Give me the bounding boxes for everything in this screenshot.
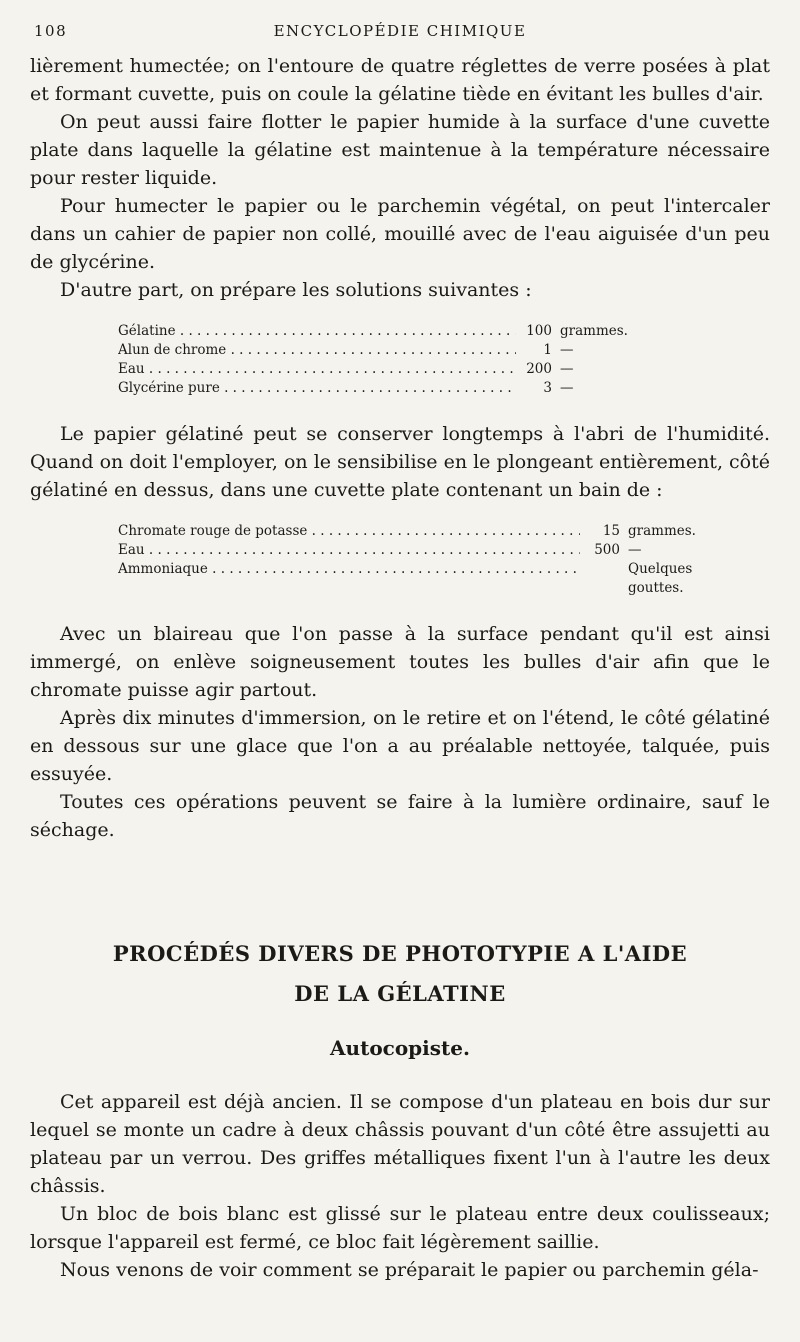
ingredient-quantity: 500 — [594, 542, 620, 558]
ingredient-unit: — — [560, 361, 574, 377]
ingredient-label: Chromate rouge de potasse . . . — [118, 522, 580, 541]
section-title — [30, 934, 770, 1014]
paragraph: Toutes ces opérations peuvent se faire à la lumière ordinaire, sauf le séchage. — [30, 791, 770, 841]
recipe-row — [118, 360, 660, 379]
running-header — [30, 18, 770, 52]
recipe-row — [118, 522, 740, 541]
ingredient-quantity: 1 — [543, 342, 552, 358]
page-number: 108 — [34, 22, 68, 40]
paragraph: Nous venons de voir comment se préparait le papier ou parchemin géla- — [60, 1259, 759, 1281]
ingredient-label: Eau . . . — [118, 360, 516, 379]
ingredient-quantity: 200 — [526, 361, 552, 377]
recipe-row — [118, 541, 740, 560]
paragraph: Après dix minutes d'immersion, on le retire et on l'étend, le côté gélatiné en dessous sur une glace que l'on a au préalable nettoyée, talquée, puis essuyée. — [30, 707, 770, 785]
paragraph: lièrement humectée; on l'entoure de quatre réglettes de verre posées à plat et formant cuvette, puis on coule la gélatine tiède en évitant les bulles d'air. — [30, 55, 770, 105]
paragraph: Cet appareil est déjà ancien. Il se compose d'un plateau en bois dur sur lequel se monte un cadre à deux châssis pouvant d'un côté être assujetti au plateau par un verrou. Des griffes métalliques fixent l'un à l'autre les deux châssis. — [30, 1091, 770, 1197]
subsection-title: Autocopiste. — [330, 1036, 470, 1060]
ingredient-quantity: 100 — [526, 323, 552, 339]
ingredient-unit: — — [628, 542, 642, 558]
ingredient-quantity: 15 — [602, 523, 620, 539]
paragraph: On peut aussi faire flotter le papier humide à la surface d'une cuvette plate dans laquelle la gélatine est maintenue à la température nécessaire pour rester liquide. — [30, 111, 770, 189]
ingredient-label: Alun de chrome . . . — [118, 341, 516, 360]
paragraph: D'autre part, on prépare les solutions suivantes : — [60, 279, 532, 301]
section-title-line: DE LA GÉLATINE — [294, 981, 506, 1006]
paragraph: Avec un blaireau que l'on passe à la surface pendant qu'il est ainsi immergé, on enlève soigneusement toutes les bulles d'air afin que le chromate puisse agir partout. — [30, 623, 770, 701]
sensitizing-bath-table — [30, 522, 770, 598]
running-title: ENCYCLOPÉDIE CHIMIQUE — [273, 22, 527, 40]
paragraph: Le papier gélatiné peut se conserver longtemps à l'abri de l'humidité. Quand on doit l'employer, on le sensibilise en le plongeant entièrement, côté gélatiné en dessus, dans une cuvette plate contenant un bain de : — [30, 423, 770, 501]
recipe-row — [118, 341, 660, 360]
recipe-row — [118, 379, 660, 398]
ingredient-label: Glycérine pure . . . — [118, 379, 516, 398]
ingredient-unit: — — [560, 380, 574, 396]
paragraph: Un bloc de bois blanc est glissé sur le plateau entre deux coulisseaux; lorsque l'appareil est fermé, ce bloc fait légèrement saillie. — [30, 1203, 770, 1253]
ingredient-unit: grammes. — [560, 323, 628, 339]
ingredient-label: Ammoniaque . . . — [118, 560, 580, 579]
recipe-row — [118, 560, 740, 598]
ingredient-quantity: 3 — [543, 380, 552, 396]
ingredient-unit: — — [560, 342, 574, 358]
gelatin-recipe-table — [30, 322, 770, 398]
section-title-line: PROCÉDÉS DIVERS DE PHOTOTYPIE A L'AIDE — [112, 941, 688, 966]
recipe-row — [118, 322, 660, 341]
ingredient-unit: grammes. — [628, 523, 696, 539]
ingredient-label: Eau . . . — [118, 541, 580, 560]
paragraph: Pour humecter le papier ou le parchemin végétal, on peut l'intercaler dans un cahier de papier non collé, mouillé avec de l'eau aiguisée d'un peu de glycérine. — [30, 195, 770, 273]
ingredient-unit: Quelques gouttes. — [628, 561, 693, 596]
ingredient-label: Gélatine . . . — [118, 322, 516, 341]
